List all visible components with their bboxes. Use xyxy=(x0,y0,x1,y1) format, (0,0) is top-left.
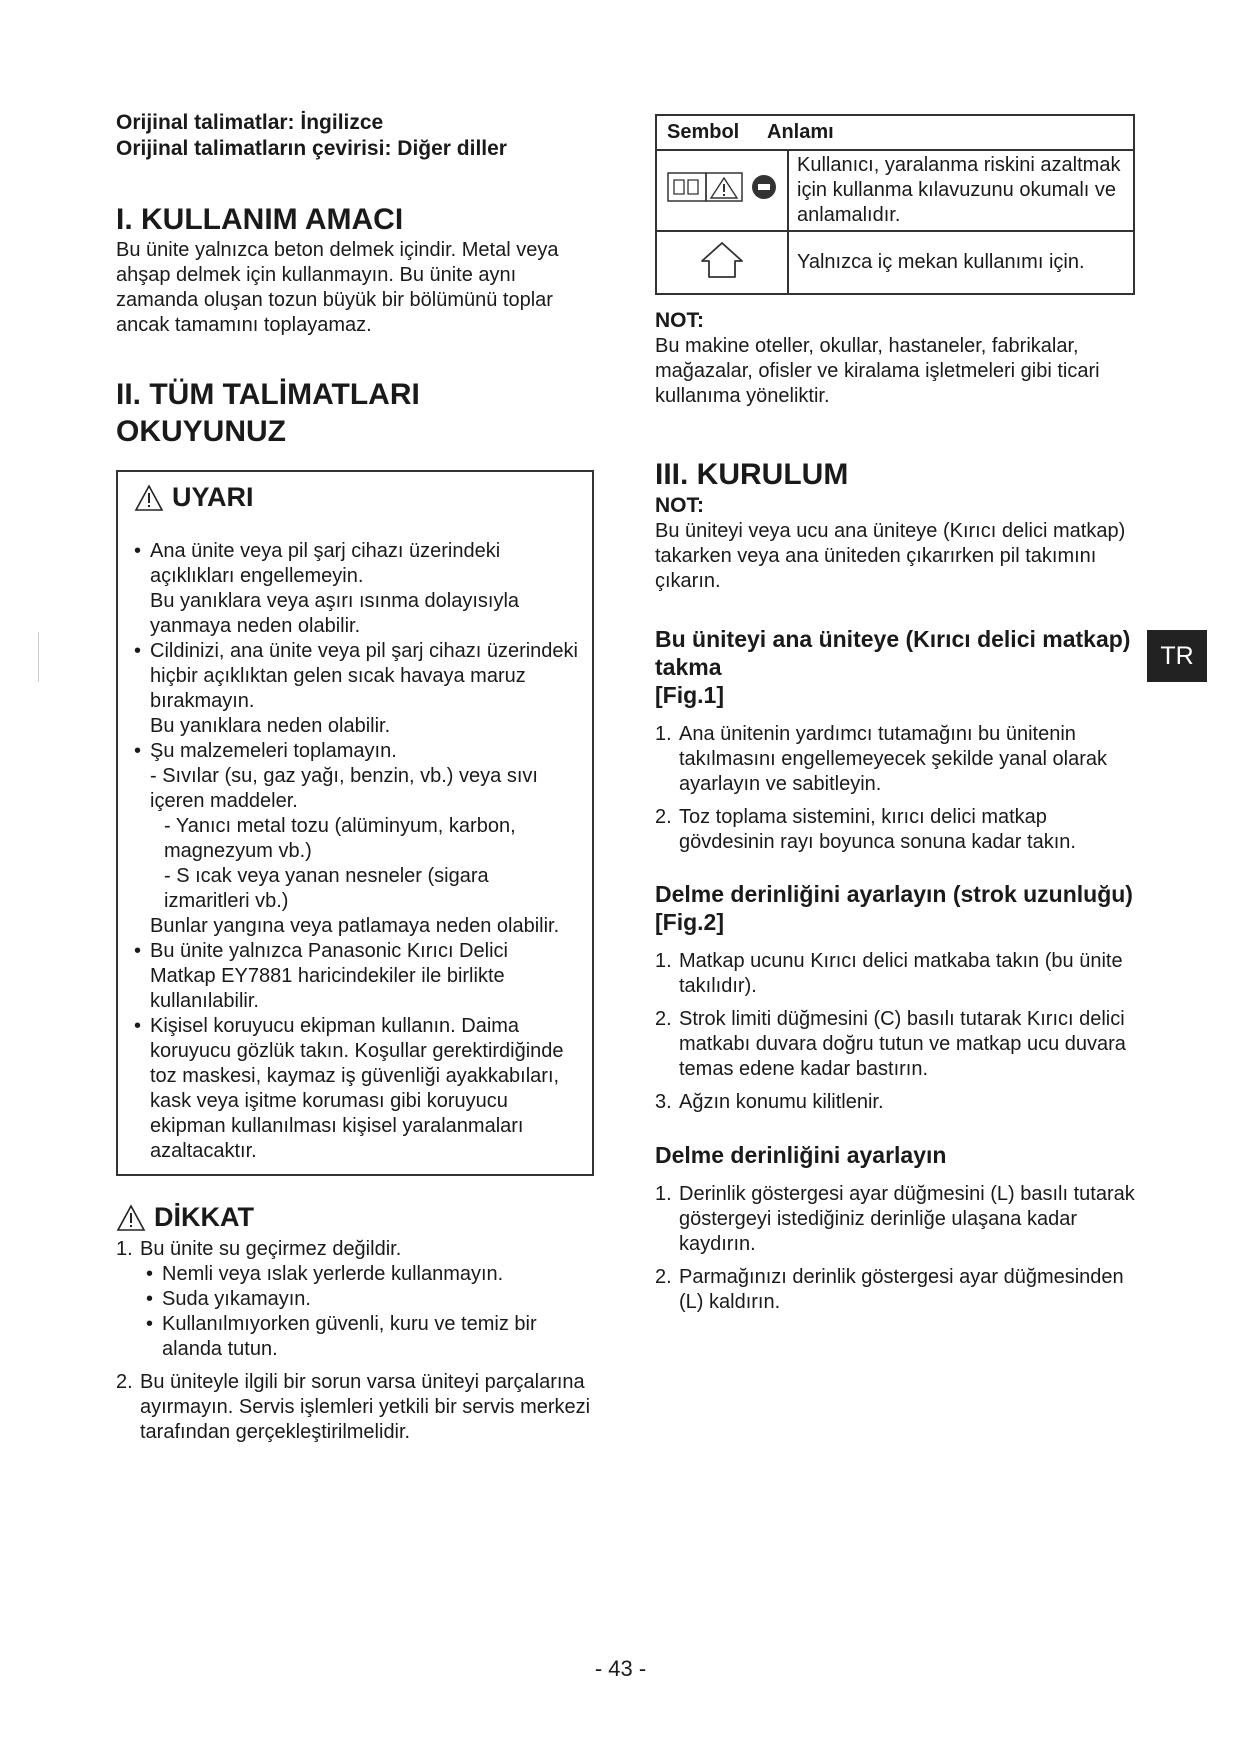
step-number: 2. xyxy=(655,1008,672,1030)
step-number: 1. xyxy=(655,1183,672,1205)
language-tab: TR xyxy=(1147,630,1207,682)
symbol-cell xyxy=(656,150,788,231)
caution-subitem: • Suda yıkamayın. xyxy=(146,1287,594,1312)
warning-box xyxy=(116,470,594,1176)
translation-language: Orijinal talimatların çevirisi: Diğer diller xyxy=(116,137,507,160)
caution-title: DİKKAT xyxy=(154,1202,254,1232)
meaning-cell: Kullanıcı, yaralanma riskini azaltmak için kullanma kılavuzunu okumalı ve anlamalıdır. xyxy=(788,150,1134,231)
attach-steps xyxy=(655,722,1135,855)
step-text: Toz toplama sistemini, kırıcı delici matkap gövdesinin rayı boyunca sonuna kadar takın. xyxy=(679,806,1076,853)
warning-item-text: Kişisel koruyucu ekipman kullanın. Daima koruyucu gözlük takın. Koşullar gerektirdiğinde toz maskesi, kaymaz iş güvenliği ayakkabıları, kask veya işitme koruması gibi koruyucu ekipman kullanılması kişisel yaralanmaları azaltacaktır. xyxy=(150,1015,564,1162)
page-number: - 43 - xyxy=(594,1656,647,1681)
right-column xyxy=(655,114,1135,1323)
warning-item-text: Cildinizi, ana ünite veya pil şarj cihazı üzerindeki hiçbir açıklıktan gelen sıcak havaya maruz bırakmayın. xyxy=(150,640,578,712)
step-text: Parmağınızı derinlik göstergesi ayar düğmesinden (L) kaldırın. xyxy=(679,1266,1124,1313)
caution-item-text: Bu ünite su geçirmez değildir. xyxy=(140,1238,402,1260)
section-3-note-label: NOT: xyxy=(655,494,704,517)
section-2-title-line2: OKUYUNUZ xyxy=(116,415,286,448)
section-2-title-line1: II. TÜM TALİMATLARI xyxy=(116,378,420,411)
warning-dash-item: - Yanıcı metal tozu (alüminyum, karbon, magnezyum vb.) xyxy=(164,815,516,862)
warning-item-text: Ana ünite veya pil şarj cihazı üzerindeki açıklıkları engellemeyin. xyxy=(150,540,501,587)
step-text: Strok limiti düğmesini (C) basılı tutarak Kırıcı delici matkabı duvara doğru tutun ve matkap ucu duvara temas edene kadar bastırın. xyxy=(679,1008,1126,1080)
step-number: 3. xyxy=(655,1091,672,1113)
symbol-column-header: Sembol xyxy=(667,121,740,143)
symbol-table-header-cell xyxy=(656,115,1134,150)
caution-subitem: • Nemli veya ıslak yerlerde kullanmayın. xyxy=(146,1262,594,1287)
warning-item-text: Şu malzemeleri toplamayın. xyxy=(150,740,397,762)
symbol-row xyxy=(656,231,1134,294)
meaning-column-header: Anlamı xyxy=(767,121,834,143)
warning-item-note: Bu yanıklara veya aşırı ısınma dolayısıyla yanmaya neden olabilir. xyxy=(150,590,520,637)
warning-dash-item: - Sıvılar (su, gaz yağı, benzin, vb.) veya sıvı içeren maddeler. xyxy=(150,765,538,812)
caution-list xyxy=(116,1237,594,1445)
caution-subitem: • Kullanılmıyorken güvenli, kuru ve temiz bir alanda tutun. xyxy=(146,1312,594,1362)
warning-item xyxy=(134,939,578,1014)
depth-step xyxy=(655,1090,1135,1115)
scan-artifact xyxy=(38,632,39,682)
attach-title: Bu üniteyi ana üniteye (Kırıcı delici matkap) takma xyxy=(655,626,1131,680)
warning-item-text: Bu ünite yalnızca Panasonic Kırıcı Delici Matkap EY7881 haricindekiler ile birlikte kullanılabilir. xyxy=(150,940,508,1012)
original-language: Orijinal talimatlar: İngilizce xyxy=(116,111,384,134)
warning-item xyxy=(134,1014,578,1164)
attach-step xyxy=(655,722,1135,797)
depth2-step xyxy=(655,1182,1135,1257)
warning-item xyxy=(134,739,578,939)
section-2-title xyxy=(116,376,594,450)
section-1-body: Bu ünite yalnızca beton delmek içindir. Metal veya ahşap delmek için kullanmayın. Bu ünite aynı zamanda oluşan tozun büyük bir bölümünü toplar ancak tamamını toplayamaz. xyxy=(116,239,559,336)
left-column xyxy=(116,110,594,1453)
note-label: NOT: xyxy=(655,309,704,332)
section-3-note-text: Bu üniteyi veya ucu ana üniteye (Kırıcı delici matkap) takarken veya ana üniteden çıkarırken pil takımını çıkarın. xyxy=(655,520,1126,592)
step-number: 1. xyxy=(655,723,672,745)
note-text: Bu makine oteller, okullar, hastaneler, fabrikalar, mağazalar, ofisler ve kiralama işletmeleri gibi ticari kullanıma yöneliktir. xyxy=(655,335,1100,407)
depth-step xyxy=(655,949,1135,999)
meaning-cell: Yalnızca iç mekan kullanımı için. xyxy=(788,231,1134,294)
section-1-title: I. KULLANIM AMACI xyxy=(116,203,404,236)
caution-triangle-icon xyxy=(116,1204,146,1232)
caution-item xyxy=(116,1370,594,1445)
step-text: Ana ünitenin yardımcı tutamağını bu ünitenin takılmasını engellemeyecek şekilde yanal olarak ayarlayın ve sabitleyin. xyxy=(679,723,1107,795)
warning-item-note: Bu yanıklara neden olabilir. xyxy=(150,715,391,737)
symbol-cell xyxy=(656,231,788,294)
caution-item-number: 1. xyxy=(116,1238,133,1260)
step-text: Ağzın konumu kilitlenir. xyxy=(679,1091,884,1113)
caution-heading xyxy=(116,1202,594,1233)
warning-triangle-icon xyxy=(134,484,164,512)
step-number: 2. xyxy=(655,1266,672,1288)
depth-steps xyxy=(655,949,1135,1115)
attach-step xyxy=(655,805,1135,855)
section-3-title: III. KURULUM xyxy=(655,458,849,491)
warning-item-note: Bunlar yangına veya patlamaya neden olabilir. xyxy=(150,915,560,937)
symbol-table xyxy=(655,114,1135,295)
symbol-table-header xyxy=(656,115,1134,150)
depth2-steps xyxy=(655,1182,1135,1315)
warning-heading xyxy=(134,482,578,513)
caution-item-number: 2. xyxy=(116,1371,133,1393)
symbol-row xyxy=(656,150,1134,231)
depth2-title: Delme derinliğini ayarlayın xyxy=(655,1142,947,1168)
depth-figure-ref: [Fig.2] xyxy=(655,909,724,935)
caution-item-text: Bu üniteyle ilgili bir sorun varsa üniteyi parçalarına ayırmayın. Servis işlemleri yetkili bir servis merkezi tarafından gerçekleştirilmelidir. xyxy=(140,1371,591,1443)
attach-figure-ref: [Fig.1] xyxy=(655,682,724,708)
caution-item xyxy=(116,1237,594,1362)
step-number: 2. xyxy=(655,806,672,828)
warning-item xyxy=(134,639,578,739)
warning-list xyxy=(134,539,578,1164)
read-manual-icon xyxy=(666,168,778,206)
depth2-step xyxy=(655,1265,1135,1315)
depth-step xyxy=(655,1007,1135,1082)
caution-sublist xyxy=(140,1262,594,1362)
step-text: Derinlik göstergesi ayar düğmesini (L) basılı tutarak göstergeyi istediğiniz derinliğe ulaşana kadar kaydırın. xyxy=(679,1183,1135,1255)
step-text: Matkap ucunu Kırıcı delici matkaba takın (bu ünite takılıdır). xyxy=(679,950,1123,997)
warning-title: UYARI xyxy=(172,482,254,512)
warning-item xyxy=(134,539,578,639)
step-number: 1. xyxy=(655,950,672,972)
depth-title: Delme derinliğini ayarlayın (strok uzunluğu) xyxy=(655,881,1133,907)
indoor-use-house-icon xyxy=(699,240,745,280)
warning-dash-item: - S ıcak veya yanan nesneler (sigara izmaritleri vb.) xyxy=(164,865,489,912)
